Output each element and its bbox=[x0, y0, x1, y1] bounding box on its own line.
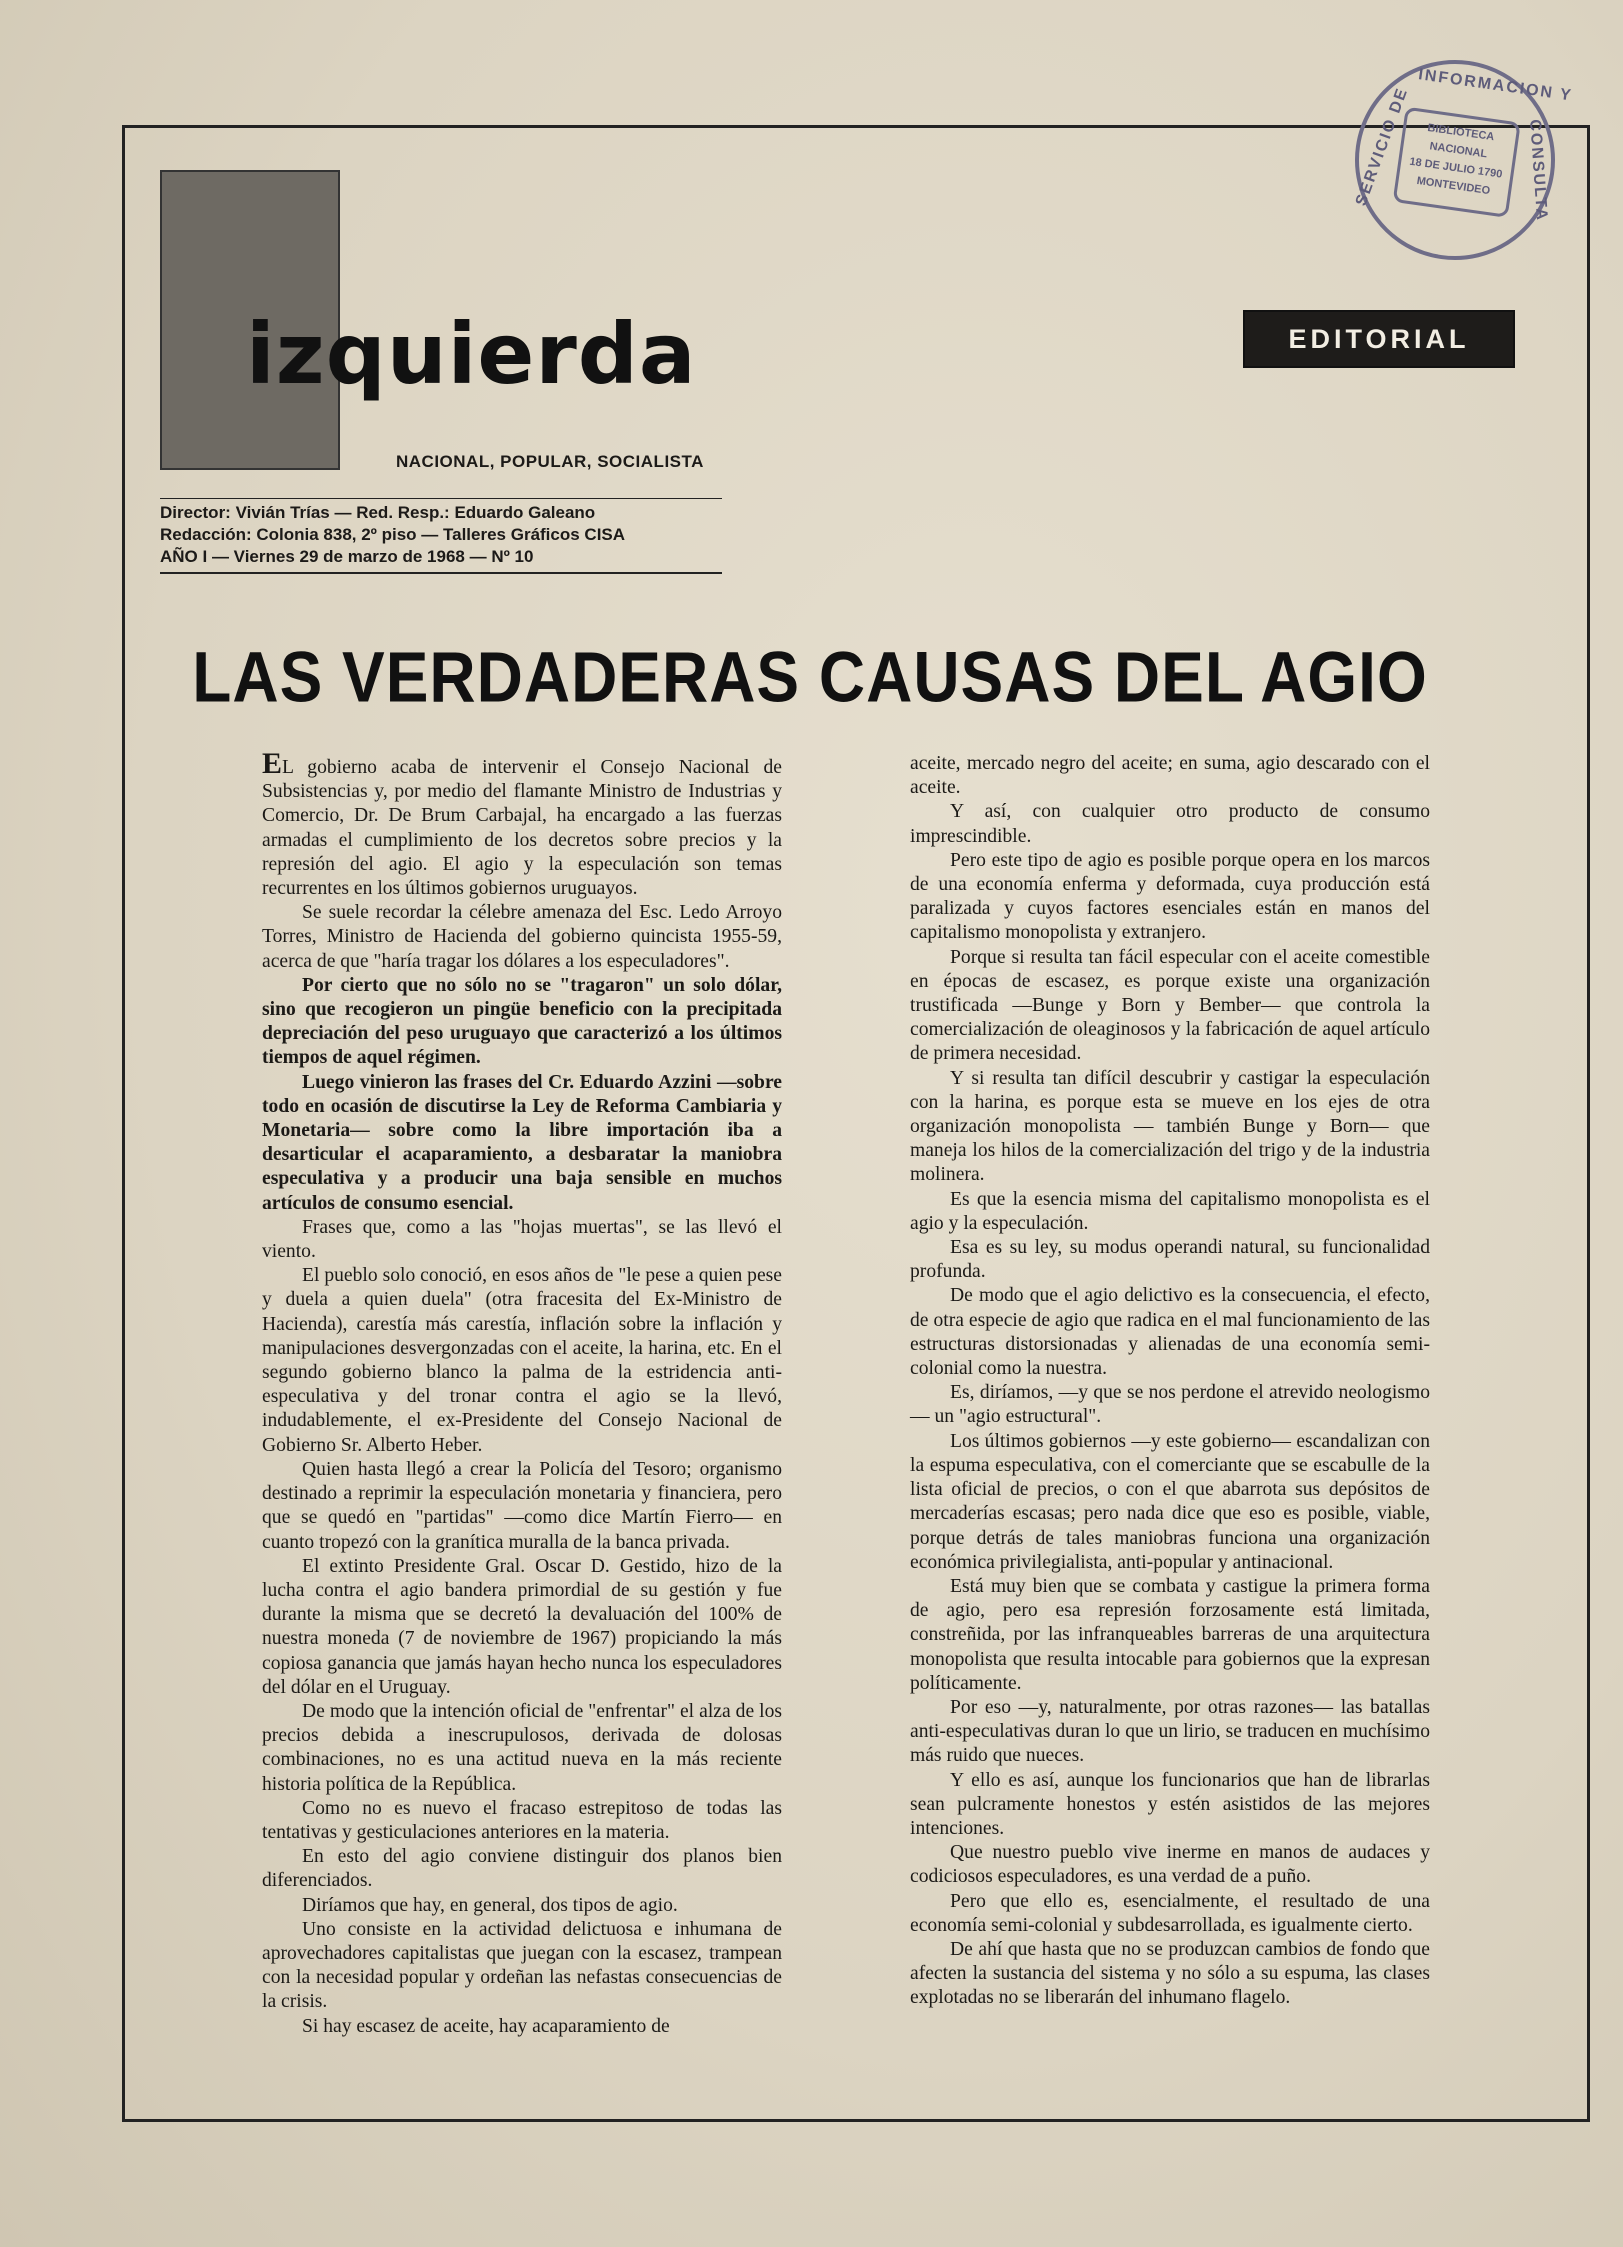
paragraph: Que nuestro pueblo vive inerme en manos de audaces y codiciosos especuladores, es una verdad de a puño. bbox=[910, 1842, 1430, 1888]
masthead-address-line: Redacción: Colonia 838, 2º piso — Talleres Gráficos CISA bbox=[160, 525, 626, 544]
paragraph: Porque si resulta tan fácil especular con el aceite comestible en épocas de escasez, es porque existe una organización trustificada —Bunge y Born y Bember— que controla la comercialización de oleaginosos y la fabricación de aquel artículo de primera necesidad. bbox=[910, 946, 1430, 1065]
stamp-center bbox=[1393, 107, 1521, 218]
paragraph: Uno consiste en la actividad delictuosa e inhumana de aprovechadores capitalistas que juegan con la escasez, trampean con la necesidad popular y ordeñan las nefastas consecuencias de la crisis. bbox=[262, 1918, 782, 2013]
paragraph: Como no es nuevo el fracaso estrepitoso de todas las tentativas y gesticulaciones anteriores en la materia. bbox=[262, 1797, 782, 1843]
paragraph: Pero que ello es, esencialmente, el resultado de una economía semi-colonial y subdesarrollada, es igualmente cierto. bbox=[910, 1890, 1430, 1936]
stamp-ring-left: SERVICIO DE bbox=[1352, 85, 1412, 209]
paragraph: Por cierto que no sólo no se "tragaron" un solo dólar, sino que recogieron un pingüe beneficio con la precipitada depreciación del peso uruguayo que caracterizó a los últimos tiempos de aquel régimen. bbox=[262, 974, 782, 1069]
tagline: NACIONAL, POPULAR, SOCIALISTA bbox=[396, 452, 704, 471]
paragraph: Frases que, como a las "hojas muertas", se las llevó el viento. bbox=[262, 1216, 782, 1263]
masthead-staff-line: Director: Vivián Trías — Red. Resp.: Eduardo Galeano bbox=[160, 503, 596, 522]
paragraph: EL gobierno acaba de intervenir el Consejo Nacional de Subsistencias y, por medio del flamante Ministro de Industrias y Comercio, Dr. De Brum Carbajal, ha encargado a las fuerzas armadas el cumplimiento de los decretos sobre precios y la represión del agio. El agio y la especulación son temas recurrentes en los últimos gobiernos uruguayos. bbox=[262, 747, 782, 900]
masthead-info bbox=[160, 502, 722, 568]
paragraph: Si hay escasez de aceite, hay acaparamiento de bbox=[302, 2015, 670, 2037]
paragraph: aceite, mercado negro del aceite; en suma, agio descarado con el aceite. bbox=[910, 753, 1430, 799]
section-label: EDITORIAL bbox=[1243, 310, 1515, 368]
masthead-issue-line: AÑO I — Viernes 29 de marzo de 1968 — Nº 10 bbox=[160, 547, 534, 566]
stamp-line-1: BIBLIOTECA bbox=[1426, 121, 1495, 144]
article-column-2 bbox=[910, 752, 1430, 2011]
masthead-rule-top bbox=[160, 498, 722, 499]
article-column-1 bbox=[262, 747, 782, 2039]
paragraph: De ahí que hasta que no se produzcan cambios de fondo que afecten la sustancia del sistema y no sólo a su espuma, las clases explotadas no se liberarán del inhumano flagelo. bbox=[910, 1938, 1430, 2009]
logo-text: izquierda bbox=[246, 305, 697, 403]
paragraph: De modo que la intención oficial de "enfrentar" el alza de los precios debida a inescrupulosos, derivada de dolosas combinaciones, no es una actitud nueva en la más reciente historia política de la República. bbox=[262, 1700, 782, 1795]
stamp-line-4: MONTEVIDEO bbox=[1415, 174, 1491, 198]
paragraph: Y ello es así, aunque los funcionarios que han de librarlas sean pulcramente honestos y estén asistidos de las mejores intenciones. bbox=[910, 1769, 1430, 1839]
paragraph: Y así, con cualquier otro producto de consumo imprescindible. bbox=[910, 801, 1430, 847]
stamp-ring-right: CONSULTA bbox=[1526, 118, 1551, 223]
paragraph: El pueblo solo conoció, en esos años de "le pese a quien pese y duela a quien duela" (otra fracesita del Ex-Ministro de Hacienda), carestía más carestía, inflación sobre la inflación y manipulaciones desvergonzadas con el aceite, la harina, etc. En el segundo gobierno blanco la palma de la estridencia anti-especulativa y del tronar contra el agio se la llevó, indudablemente, el ex-Presidente del Consejo Nacional de Gobierno Sr. Alberto Heber. bbox=[262, 1265, 782, 1456]
paragraph: Luego vinieron las frases del Cr. Eduardo Azzini —sobre todo en ocasión de discutirse la Ley de Reforma Cambiaria y Monetaria— sobre como la libre importación iba a desarticular el acaparamiento, a desbaratar la maniobra especulativa y a producir una baja sensible en muchos artículos de consumo esencial. bbox=[262, 1071, 782, 1214]
paragraph: Es que la esencia misma del capitalismo monopolista es el agio y la especulación. bbox=[910, 1188, 1430, 1234]
paragraph: Esa es su ley, su modus operandi natural, su funcionalidad profunda. bbox=[910, 1237, 1430, 1283]
masthead-rule-bottom bbox=[160, 572, 722, 574]
paragraph: Quien hasta llegó a crear la Policía del Tesoro; organismo destinado a reprimir la especulación monetaria y financiera, pero que se quedó en "partidas" —como dice Martín Fierro— en cuanto tropezó con la granítica muralla de la banca privada. bbox=[262, 1458, 782, 1553]
stamp-line-2: NACIONAL bbox=[1428, 140, 1488, 161]
paragraph: Es, diríamos, —y que se nos perdone el atrevido neologismo— un "agio estructural". bbox=[910, 1382, 1430, 1428]
paragraph: Está muy bien que se combata y castigue la primera forma de agio, pero esa represión forzosamente está limitada, constreñida, por las infranqueables barreras de una arquitectura monopolista que resulta intocable para gobiernos que la expresan políticamente. bbox=[910, 1575, 1430, 1694]
paragraph: En esto del agio conviene distinguir dos planos bien diferenciados. bbox=[262, 1846, 782, 1892]
paragraph: Por eso —y, naturalmente, por otras razones— las batallas anti-especulativas duran lo que un lirio, se traducen en muchísimo más ruido que nueces. bbox=[910, 1696, 1430, 1767]
paragraph: Diríamos que hay, en general, dos tipos de agio. bbox=[302, 1894, 678, 1916]
paragraph: De modo que el agio delictivo es la consecuencia, el efecto, de otra especie de agio que radica en el mal funcionamiento de las estructuras distorsionadas y alienadas de una economía semi-colonial como la nuestra. bbox=[910, 1285, 1430, 1380]
paragraph: Los últimos gobiernos —y este gobierno— escandalizan con la espuma especulativa, con el comerciante que se escabulle de la lista oficial de precios, o con el que abarrota sus depósitos de mercaderías escasas; pero nada dice que eso es posible, viable, porque detrás de tales maniobras funciona una organización económica privilegialista, anti-popular y antinacional. bbox=[910, 1430, 1430, 1573]
paragraph: Se suele recordar la célebre amenaza del Esc. Ledo Arroyo Torres, Ministro de Hacienda del gobierno quincista 1955-59, acerca de que "haría tragar los dólares a los especuladores". bbox=[262, 902, 782, 972]
paragraph: El extinto Presidente Gral. Oscar D. Gestido, hizo de la lucha contra el agio bandera primordial de su gestión y fue durante la misma que se decretó la devaluación del 100% de nuestra moneda (7 de noviembre de 1967) propiciando la más copiosa ganancia que jamás hayan hecho nunca los especuladores del dólar en el Uruguay. bbox=[262, 1555, 782, 1698]
article-headline: LAS VERDADERAS CAUSAS DEL AGIO bbox=[192, 636, 1428, 718]
paragraph: Pero este tipo de agio es posible porque opera en los marcos de una economía enferma y deformada, cuya producción está paralizada y cuyos factores esenciales están en manos del capitalismo monopolista y extranjero. bbox=[910, 849, 1430, 944]
paragraph: Y si resulta tan difícil descubrir y castigar la especulación con la harina, es porque esta se mueve en los ejes de otra organización monopolista — también Bunge y Born— que maneja los hilos de la comercialización del trigo y de la industria molinera. bbox=[910, 1067, 1430, 1186]
stamp-ring-top: INFORMACION Y bbox=[1417, 66, 1574, 105]
stamp-line-3: 18 DE JULIO 1790 bbox=[1408, 155, 1504, 181]
